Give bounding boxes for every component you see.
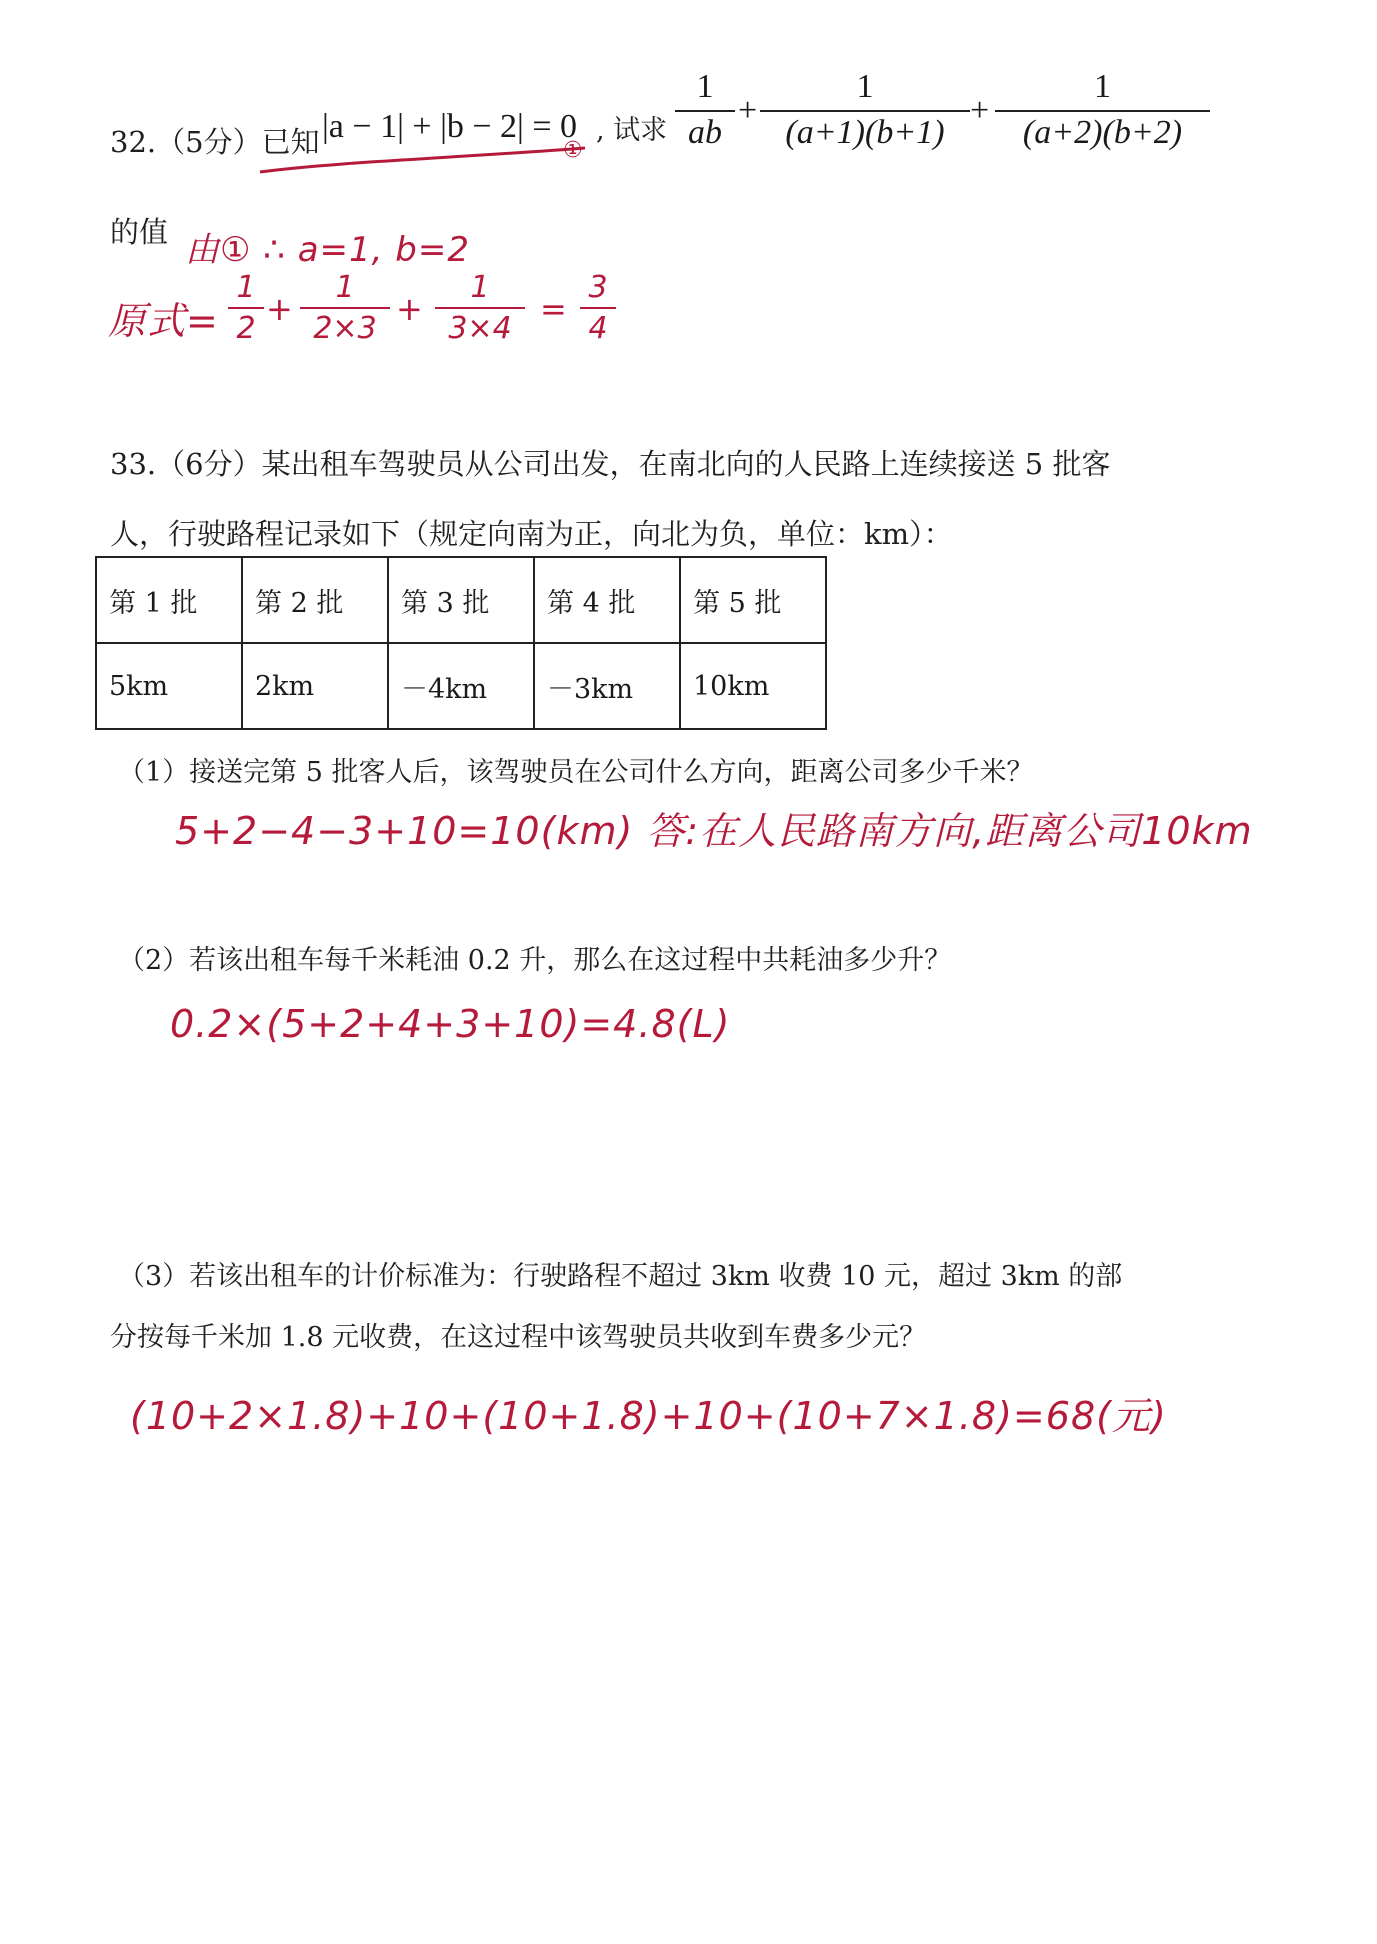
hand-equals: = [540, 290, 568, 328]
frac2-den: (a+1)(b+1) [785, 114, 945, 151]
frac2-bar [760, 110, 970, 112]
frac1-num: 1 [696, 68, 714, 105]
hand-f3-bar [435, 307, 525, 309]
abs-b: |b − 2| [440, 108, 524, 145]
abs-plus: + [412, 108, 432, 145]
table-header-cell: 第 3 批 [388, 557, 534, 643]
table-value-row [96, 643, 826, 729]
table-header-cell: 第 1 批 [96, 557, 242, 643]
q32-fraction-2 [760, 68, 970, 152]
q32-fraction-1 [675, 68, 735, 152]
hand-frac-1 [228, 270, 264, 346]
hand-plus-2: + [396, 290, 424, 328]
frac3-num: 1 [1094, 68, 1111, 105]
q33-p1-question: （1）接送完第 5 批客人后，该驾驶员在公司什么方向，距离公司多少千米？ [118, 757, 1034, 788]
batch-table [95, 556, 827, 730]
table-value-cell: －4km [388, 643, 534, 729]
hand-r-num: 3 [588, 270, 608, 305]
hand-f2-den: 2×3 [313, 311, 377, 346]
plus-1: + [738, 92, 758, 129]
abs-a: |a − 1| [322, 108, 404, 145]
q32-hand-line2-prefix: 原式= [108, 299, 219, 343]
q33-intro-line2: 人，行驶路程记录如下（规定向南为正，向北为负，单位：km）： [110, 517, 953, 551]
hand-frac-3 [435, 270, 525, 346]
table-value-cell: 10km [680, 643, 826, 729]
hand-f2-num: 1 [335, 270, 355, 305]
hand-f3-den: 3×4 [448, 311, 512, 346]
q33-p3-question-line2: 分按每千米加 1.8 元收费，在这过程中该驾驶员共收到车费多少元？ [110, 1322, 927, 1353]
frac1-bar [675, 110, 735, 112]
hand-result [580, 270, 616, 346]
hand-f2-bar [300, 307, 390, 309]
hand-r-den: 4 [588, 311, 608, 346]
hand-r-bar [580, 307, 616, 309]
q33-p3-answer: (10+2×1.8)+10+(10+1.8)+10+(10+7×1.8)=68(元) [130, 1394, 1167, 1438]
q33-p2-answer: 0.2×(5+2+4+3+10)=4.8(L) [170, 1002, 731, 1046]
hand-frac-2 [300, 270, 390, 346]
hand-f1-den: 2 [236, 311, 256, 346]
table-header-cell: 第 5 批 [680, 557, 826, 643]
table-header-cell: 第 2 批 [242, 557, 388, 643]
table-value-cell: 5km [96, 643, 242, 729]
frac3-den: (a+2)(b+2) [1022, 114, 1183, 151]
table-header-row [96, 557, 826, 643]
hand-f1-bar [228, 307, 264, 309]
plus-2: + [970, 92, 990, 129]
hand-plus-1: + [266, 290, 294, 328]
hand-f1-num: 1 [236, 270, 256, 305]
hand-f3-num: 1 [470, 270, 490, 305]
frac3-bar [995, 110, 1210, 112]
frac2-num: 1 [856, 68, 874, 105]
q32-number: 32.（5分）已知 [110, 125, 320, 159]
q32-tail: 的值 [110, 215, 169, 249]
equals-zero: = 0 [532, 108, 578, 145]
q33-p1-answer: 5+2−4−3+10=10(km) 答:在人民路南方向,距离公司10km [175, 809, 1253, 853]
frac1-den: ab [688, 114, 722, 151]
q33-intro-line1: 33.（6分）某出租车驾驶员从公司出发，在南北向的人民路上连续接送 5 批客 [110, 447, 1111, 481]
q32-fraction-3 [995, 68, 1210, 152]
table-value-cell: －3km [534, 643, 680, 729]
table-header-cell: 第 4 批 [534, 557, 680, 643]
q33-p2-question: （2）若该出租车每千米耗油 0.2 升，那么在这过程中共耗油多少升？ [118, 945, 952, 976]
q33-p3-question-line1: （3）若该出租车的计价标准为：行驶路程不超过 3km 收费 10 元，超过 3km 的部 [118, 1261, 1123, 1292]
q32-try-label: , 试求 [596, 115, 668, 146]
q32-mark: ① [563, 138, 584, 163]
q32-underline [255, 140, 595, 180]
table-value-cell: 2km [242, 643, 388, 729]
q32-hand-line1: 由① ∴ a=1, b=2 [185, 230, 470, 270]
